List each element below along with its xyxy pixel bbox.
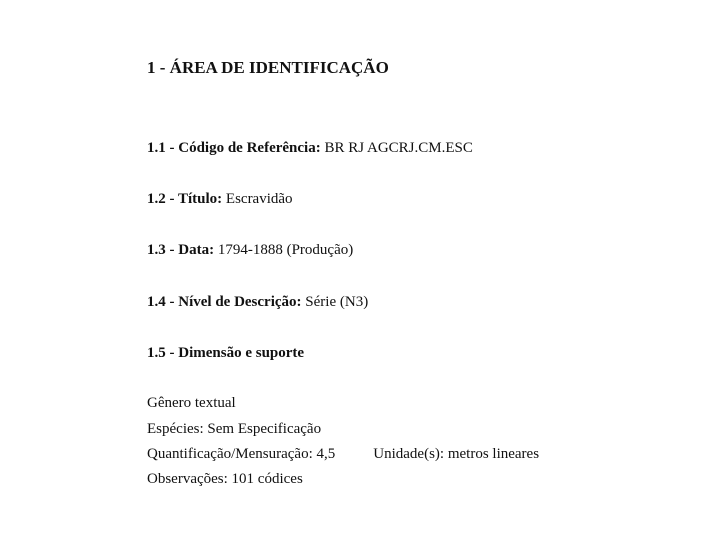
field-label: 1.3 - Data: [147, 242, 215, 258]
field-nivel-descricao [147, 294, 368, 311]
field-codigo-referencia [147, 140, 473, 157]
field-label: 1.2 - Título: [147, 191, 223, 207]
especies-text: Espécies: Sem Especificação [147, 421, 322, 437]
field-value: 1794-1888 (Produção) [217, 242, 354, 258]
field-data [147, 242, 353, 259]
field-value: Escravidão [225, 191, 293, 207]
unidade-text: Unidade(s): metros lineares [373, 446, 540, 462]
field-dimensao-suporte [147, 345, 304, 362]
genero-text: Gênero textual [147, 395, 236, 411]
field-label: 1.4 - Nível de Descrição: [147, 294, 302, 310]
quantificacao-text: Quantificação/Mensuração: 4,5 [147, 446, 336, 462]
section-title: 1 - ÁREA DE IDENTIFICAÇÃO [147, 58, 389, 77]
field-label: 1.1 - Código de Referência: [147, 140, 321, 156]
observacoes-text: Observações: 101 códices [147, 471, 303, 487]
field-titulo [147, 191, 293, 208]
field-value: Série (N3) [305, 294, 369, 310]
field-label: 1.5 - Dimensão e suporte [147, 345, 305, 361]
field-value: BR RJ AGCRJ.CM.ESC [324, 140, 473, 156]
quantificacao-row [147, 446, 539, 463]
